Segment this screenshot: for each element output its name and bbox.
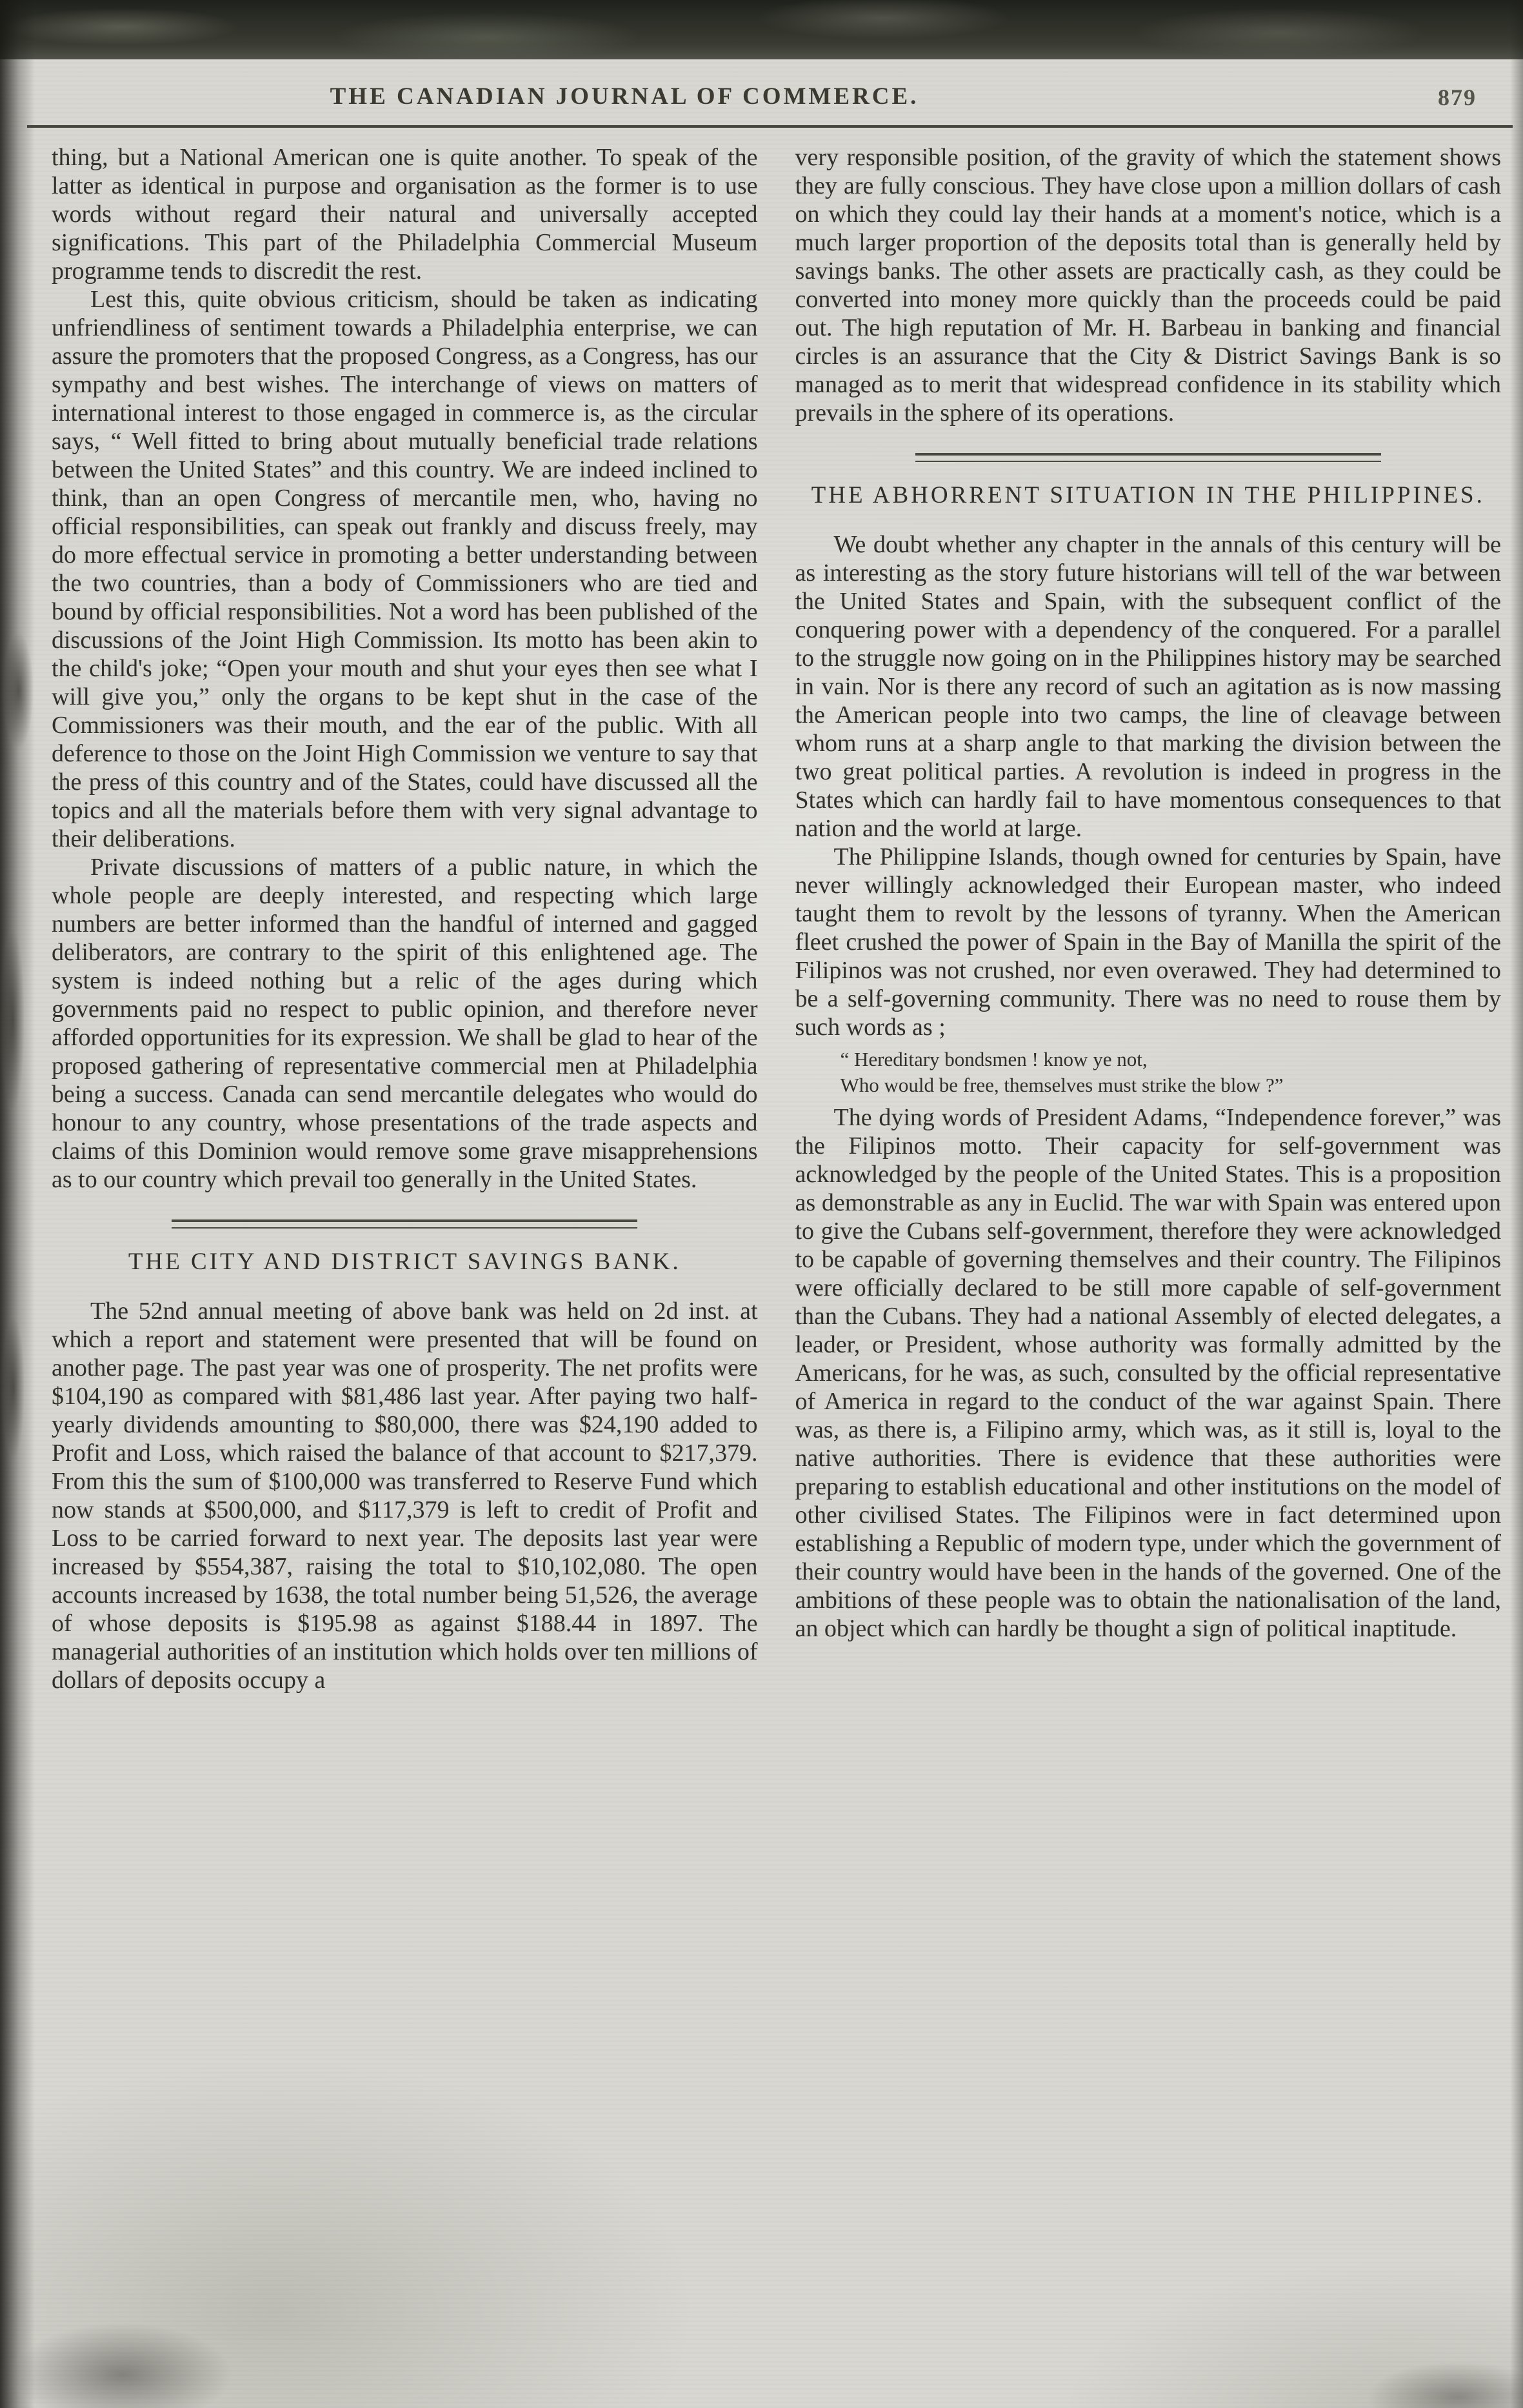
scan-smudge	[3, 1316, 25, 1458]
paragraph: We doubt whether any chapter in the annals of this century will be as interesting as the story future historians will tell of the war between the United States and Spain, with the subsequent conflict of the conquering power with a dependency of the conquered. For a parallel to the struggle now going on in the Philippines history may be searched in vain. Nor is there any record of such an agitation as is now massing the American people into two camps, the line of cleavage between whom runs at a sharp angle to that marking the division between the two great political parties. A revolution is indeed in progress in the States which can hardly fail to have momentous consequences to that nation and the world at large.	[795, 531, 1501, 842]
paragraph: very responsible position, of the gravity of which the statement shows they are fully conscious. They have close upon a million dollars of cash on which they could lay their hands at a moment's notice, which is a much larger proportion of the deposits total than is generally held by savings banks. The other assets are practically cash, as they could be converted into money more quickly than the proceeds could be paid out. The high reputation of Mr. H. Barbeau in banking and financial circles is an assurance that the City & District Savings Bank is so managed as to merit that widespread confidence in its stability which prevails in the sphere of its operations.	[795, 144, 1501, 426]
right-column	[795, 143, 1502, 1694]
page-header	[0, 59, 1523, 128]
scan-smudge	[13, 2323, 232, 2408]
page-number: 879	[1438, 85, 1477, 110]
paragraph: The Philippine Islands, though owned for centuries by Spain, have never willingly acknowledged their European master, who indeed taught them to revolt by the lessons of tyranny. When the American fleet crushed the power of Spain in the Bay of Manilla the spirit of the Filipinos was not crushed, nor even overawed. They had determined to be a self-governing community. There was no need to rouse them by such words as ;	[795, 843, 1501, 1041]
header-rule	[27, 125, 1513, 128]
scan-right-edge	[1510, 0, 1523, 2408]
paragraph: Lest this, quite obvious criticism, should be taken as indicating unfriendliness of sentiment towards a Philadelphia enterprise, we can assure the promoters that the proposed Congress, as a Congress, has our sympathy and best wishes. The interchange of views on matters of international interest to those engaged in commerce is, as the circular says, “ Well fitted to bring about mutually beneficial trade relations between the United States” and this country. We are indeed inclined to think, than an open Congress of mercantile men, who, having no official responsibilities, can speak out frankly and discuss freely, may do more effectual service in promoting a better understanding between the two countries, than a body of Commissioners who are tied and bound by official responsibilities. Not a word has been published of the discussions of the Joint High Commission. Its motto has been akin to the child's joke; “Open your mouth and shut your eyes then see what I will give you,” only the organs to be kept shut in the case of the Commissioners was their mouth, and the ear of the public. With all deference to those on the Joint High Commission we venture to say that the press of this country and of the States, could have discussed all the topics and all the materials before them with very signal advantage to their deliberations.	[52, 286, 758, 852]
scan-smudge	[4, 632, 34, 748]
paragraph: Private discussions of matters of a public nature, in which the whole people are deeply interested, and respecting which large numbers are better informed than the handful of interned and gagged deliberators, are contrary to the spirit of this enlightened age. The system is indeed nothing but a relic of the ages during which governments paid no respect to public opinion, and therefore never afforded opportunities for its expression. We shall be glad to hear of the proposed gathering of representative commercial men at Philadelphia being a success. Canada can send mercantile delegates who would do honour to any country, whose presentations of the trade aspects and claims of this Dominion would remove some grave misapprehensions as to our country which prevail too generally in the United States.	[52, 854, 758, 1193]
scan-smudge	[1368, 2362, 1523, 2408]
masthead-title: THE CANADIAN JOURNAL OF COMMERCE.	[330, 83, 919, 110]
paragraph: thing, but a National American one is quite another. To speak of the latter as identical in purpose and organisation as the former is to use words without regard their natural and universally accepted significations. This part of the Philadelphia Commercial Museum programme tends to discredit the rest.	[52, 144, 758, 285]
verse-line: Who would be free, themselves must strike the blow ?”	[840, 1074, 1284, 1096]
paragraph: The 52nd annual meeting of above bank was held on 2d inst. at which a report and statement were presented that will be found on another page. The past year was one of prosperity. The net profits were $104,190 as compared with $81,486 last year. After paying two half-yearly dividends amounting to $80,000, there was $24,190 added to Profit and Loss, which raised the balance of that account to $217,379. From this the sum of $100,000 was transferred to Reserve Fund which now stands at $500,000, and $117,379 is left to credit of Profit and Loss to be carried forward to next year. The deposits last year were increased by $554,387, raising the total to $10,102,080. The open accounts increased by 1638, the total number being 51,526, the average of whose deposits is $195.98 as against $188.44 in 1897. The managerial authorities of an institution which holds over ten millions of dollars of deposits occupy a	[52, 1298, 758, 1694]
article-heading: THE CITY AND DISTRICT SAVINGS BANK.	[128, 1249, 681, 1275]
scan-left-edge	[0, 0, 35, 2408]
verse-line: “ Hereditary bondsmen ! know ye not,	[840, 1048, 1148, 1070]
scan-smudge	[1, 929, 25, 1110]
article-heading: THE ABHORRENT SITUATION IN THE PHILIPPINES.	[811, 482, 1485, 508]
left-column	[52, 143, 758, 1694]
verse-quote	[795, 1041, 1502, 1103]
article-columns	[0, 128, 1523, 1694]
article-separator	[172, 1219, 637, 1229]
scan-top-band	[0, 0, 1523, 59]
article-separator	[915, 453, 1381, 462]
paragraph: The dying words of President Adams, “Independence forever,” was the Filipinos motto. Their capacity for self-government was acknowledged by the people of the United States. This is a proposition as demonstrable as any in Euclid. The war with Spain was entered upon to give the Cubans self-government, therefore they were acknowledged to be capable of governing themselves and their country. The Filipinos were officially declared to be still more capable of self-government than the Cubans. They had a national Assembly of elected delegates, a leader, or President, whose authority was formally admitted by the Americans, for he was, as such, consulted by the official representative of America in regard to the conduct of the war against Spain. There was, as there is, a Filipino army, which was, as it still is, loyal to the native authorities. There is evidence that these authorities were preparing to establish educational and other institutions on the model of other civilised States. The Filipinos were in fact determined upon establishing a Republic of modern type, under which the government of their country would have been in the hands of the governed. One of the ambitions of these people was to obtain the nationalisation of the land, an object which can hardly be thought a sign of political inaptitude.	[795, 1104, 1501, 1642]
